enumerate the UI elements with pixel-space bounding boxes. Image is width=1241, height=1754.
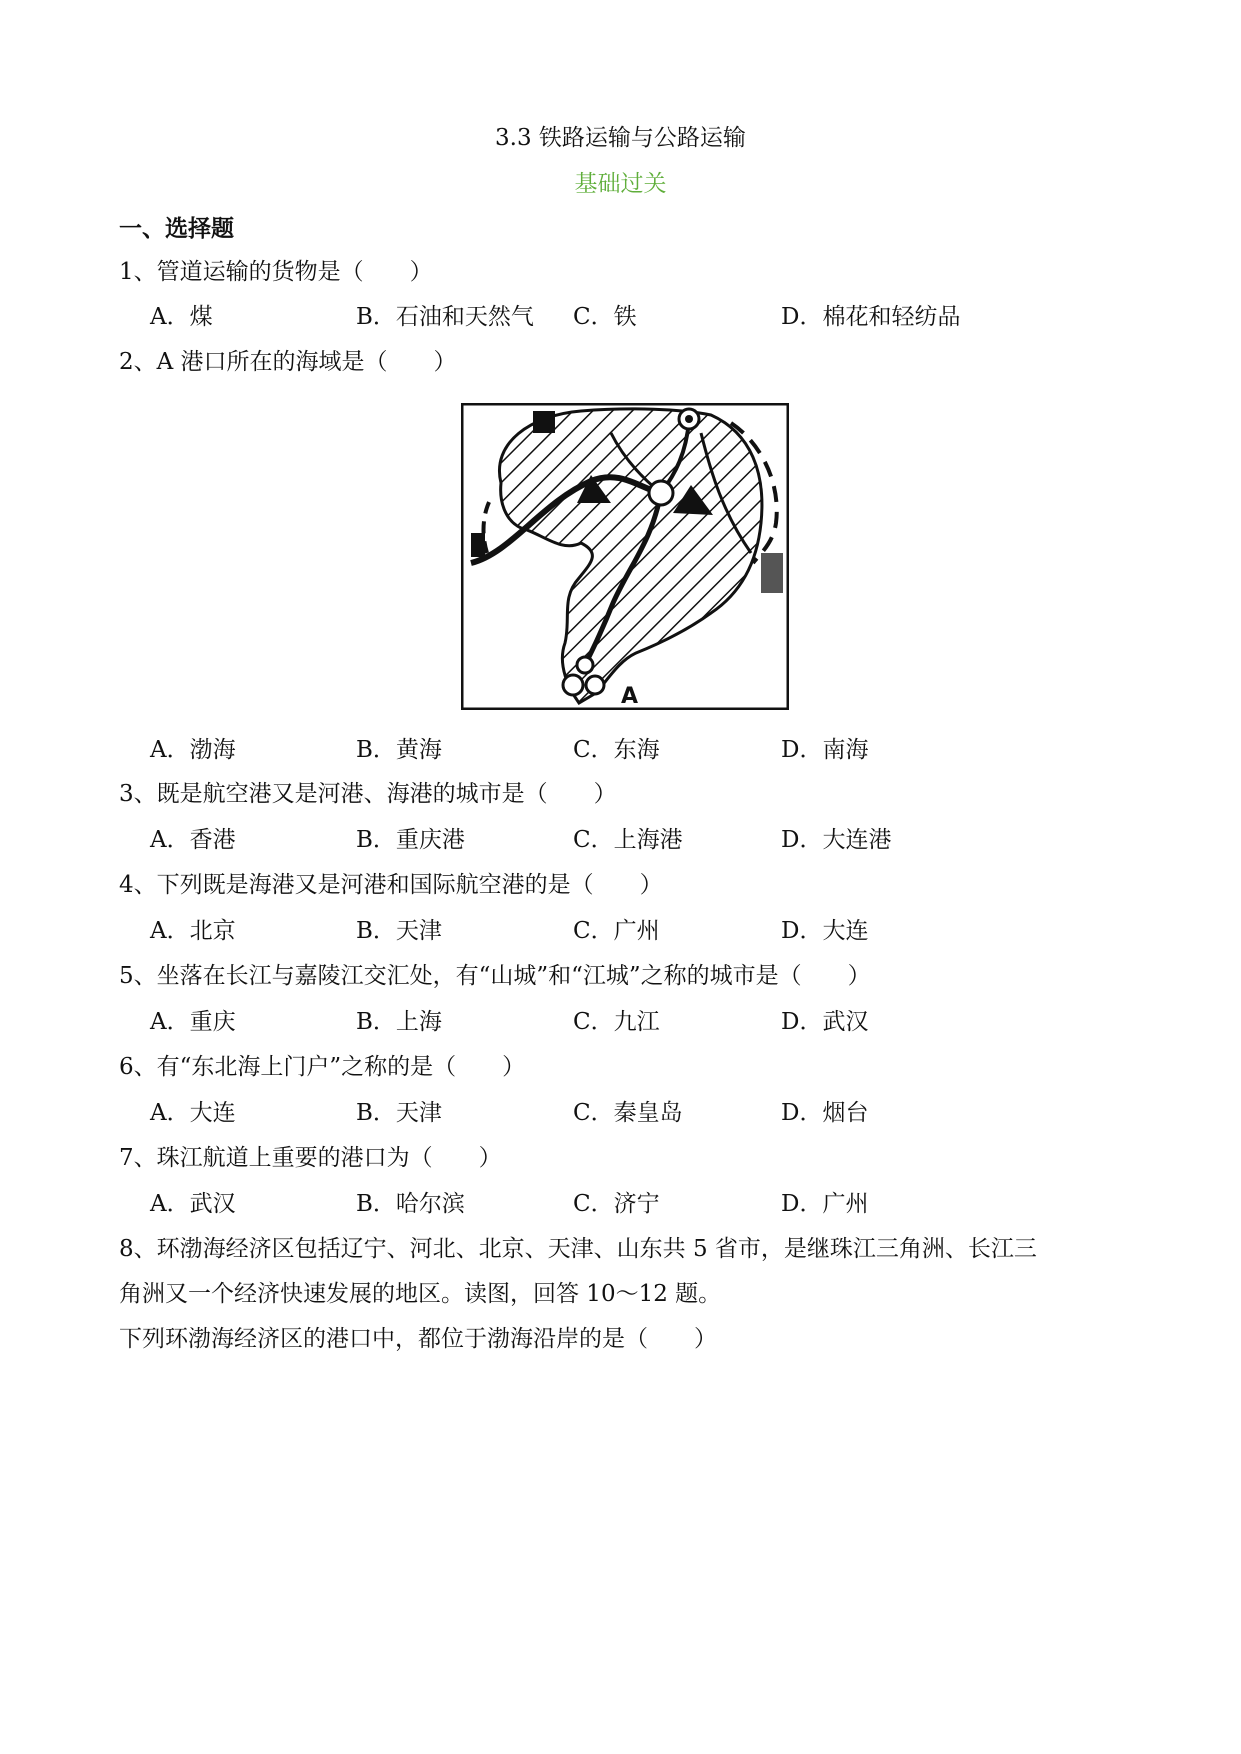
- q3-option-a: A．香港: [150, 827, 236, 853]
- q5-option-a: A．重庆: [150, 1009, 236, 1035]
- q6-option-c: C．秦皇岛: [573, 1100, 683, 1126]
- page-title: 3.3 铁路运输与公路运输: [495, 125, 746, 151]
- q5-option-d: D．武汉: [781, 1009, 869, 1035]
- q3-option-b: B．重庆港: [356, 827, 465, 853]
- question-3-stem: 3、既是航空港又是河港、海港的城市是（ ）: [119, 781, 617, 807]
- q1-option-c: C．铁: [573, 304, 637, 330]
- q2-option-d: D．南海: [781, 737, 869, 763]
- question-5-stem: 5、坐落在长江与嘉陵江交汇处，有“山城”和“江城”之称的城市是（ ）: [119, 963, 871, 989]
- q7-option-d: D．广州: [781, 1191, 869, 1217]
- q1-option-b: B．石油和天然气: [356, 304, 534, 330]
- q4-option-c: C．广州: [573, 918, 660, 944]
- q2-option-c: C．东海: [573, 737, 660, 763]
- q1-option-a: A．煤: [150, 304, 213, 330]
- q2-option-a: A．渤海: [150, 737, 236, 763]
- q7-option-b: B．哈尔滨: [356, 1191, 465, 1217]
- q3-option-d: D．大连港: [781, 827, 892, 853]
- question-8-line-1: 8、环渤海经济区包括辽宁、河北、北京、天津、山东共 5 省市，是继珠江三角洲、长江三: [119, 1236, 1037, 1262]
- q6-option-b: B．天津: [356, 1100, 442, 1126]
- q1-option-d: D．棉花和轻纺品: [781, 304, 961, 330]
- question-4-stem: 4、下列既是海港又是河港和国际航空港的是（ ）: [119, 872, 663, 898]
- q4-option-b: B．天津: [356, 918, 442, 944]
- marker-square: [533, 411, 555, 433]
- q3-option-c: C．上海港: [573, 827, 683, 853]
- q4-option-a: A．北京: [150, 918, 236, 944]
- q6-option-a: A．大连: [150, 1100, 236, 1126]
- city-circle: [649, 481, 673, 505]
- q6-option-d: D．烟台: [781, 1100, 869, 1126]
- question-6-stem: 6、有“东北海上门户”之称的是（ ）: [119, 1054, 526, 1080]
- question-2-stem: 2、A 港口所在的海域是（ ）: [119, 349, 457, 375]
- q2-option-b: B．黄海: [356, 737, 442, 763]
- section-heading: 一、选择题: [119, 216, 234, 242]
- question-8-line-3: 下列环渤海经济区的港口中，都位于渤海沿岸的是（ ）: [119, 1326, 717, 1352]
- page-subtitle: 基础过关: [574, 171, 667, 197]
- q4-option-d: D．大连: [781, 918, 869, 944]
- map-label-a: A: [621, 684, 639, 709]
- question-8-line-2: 角洲又一个经济快速发展的地区。读图，回答 10～12 题。: [119, 1281, 722, 1307]
- q5-option-c: C．九江: [573, 1009, 660, 1035]
- q5-option-b: B．上海: [356, 1009, 442, 1035]
- question-1-stem: 1、管道运输的货物是（ ）: [119, 259, 433, 285]
- q7-option-c: C．济宁: [573, 1191, 660, 1217]
- coastline-map: [461, 403, 789, 710]
- q7-option-a: A．武汉: [150, 1191, 236, 1217]
- question-7-stem: 7、珠江航道上重要的港口为（ ）: [119, 1145, 502, 1171]
